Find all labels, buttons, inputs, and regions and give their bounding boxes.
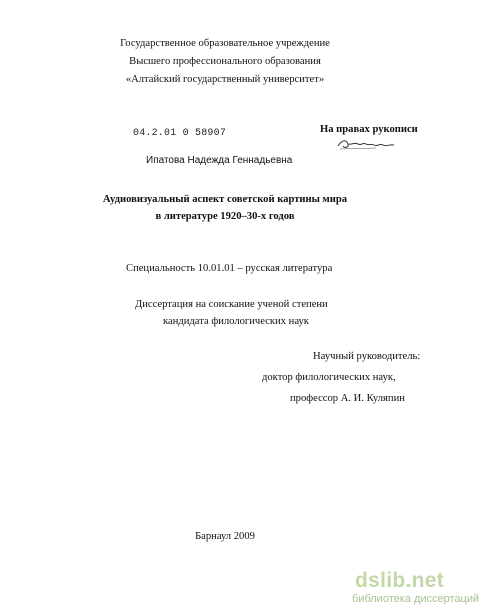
author-name: Ипатова Надежда Геннадьевна bbox=[146, 155, 293, 166]
watermark-logo: dslib.net bbox=[354, 569, 445, 592]
institution-line-2: Высшего профессионального образования bbox=[129, 56, 321, 67]
signature-icon bbox=[336, 136, 396, 157]
institution-line-3: «Алтайский государственный университет» bbox=[125, 74, 325, 85]
specialty: Специальность 10.01.01 – русская литература bbox=[126, 263, 333, 274]
watermark-subtitle: библиотека диссертаций bbox=[352, 593, 479, 605]
degree-line-1: Диссертация на соискание ученой степени bbox=[135, 299, 328, 310]
institution-line-1: Государственное образовательное учреждение bbox=[120, 38, 330, 49]
supervisor-label: Научный руководитель: bbox=[313, 351, 421, 362]
dissertation-title-line-1: Аудиовизуальный аспект советской картины мира bbox=[102, 194, 348, 205]
registration-code: 04.2.01 0 58907 bbox=[133, 128, 227, 139]
watermark bbox=[352, 569, 479, 606]
supervisor-name: профессор А. И. Куляпин bbox=[290, 393, 405, 404]
dissertation-title-line-2: в литературе 1920–30-х годов bbox=[155, 211, 295, 222]
rights-label: На правах рукописи bbox=[320, 124, 418, 135]
city-year: Барнаул 2009 bbox=[195, 531, 255, 542]
supervisor-degree: доктор филологических наук, bbox=[262, 372, 396, 383]
degree-line-2: кандидата филологических наук bbox=[163, 316, 309, 327]
